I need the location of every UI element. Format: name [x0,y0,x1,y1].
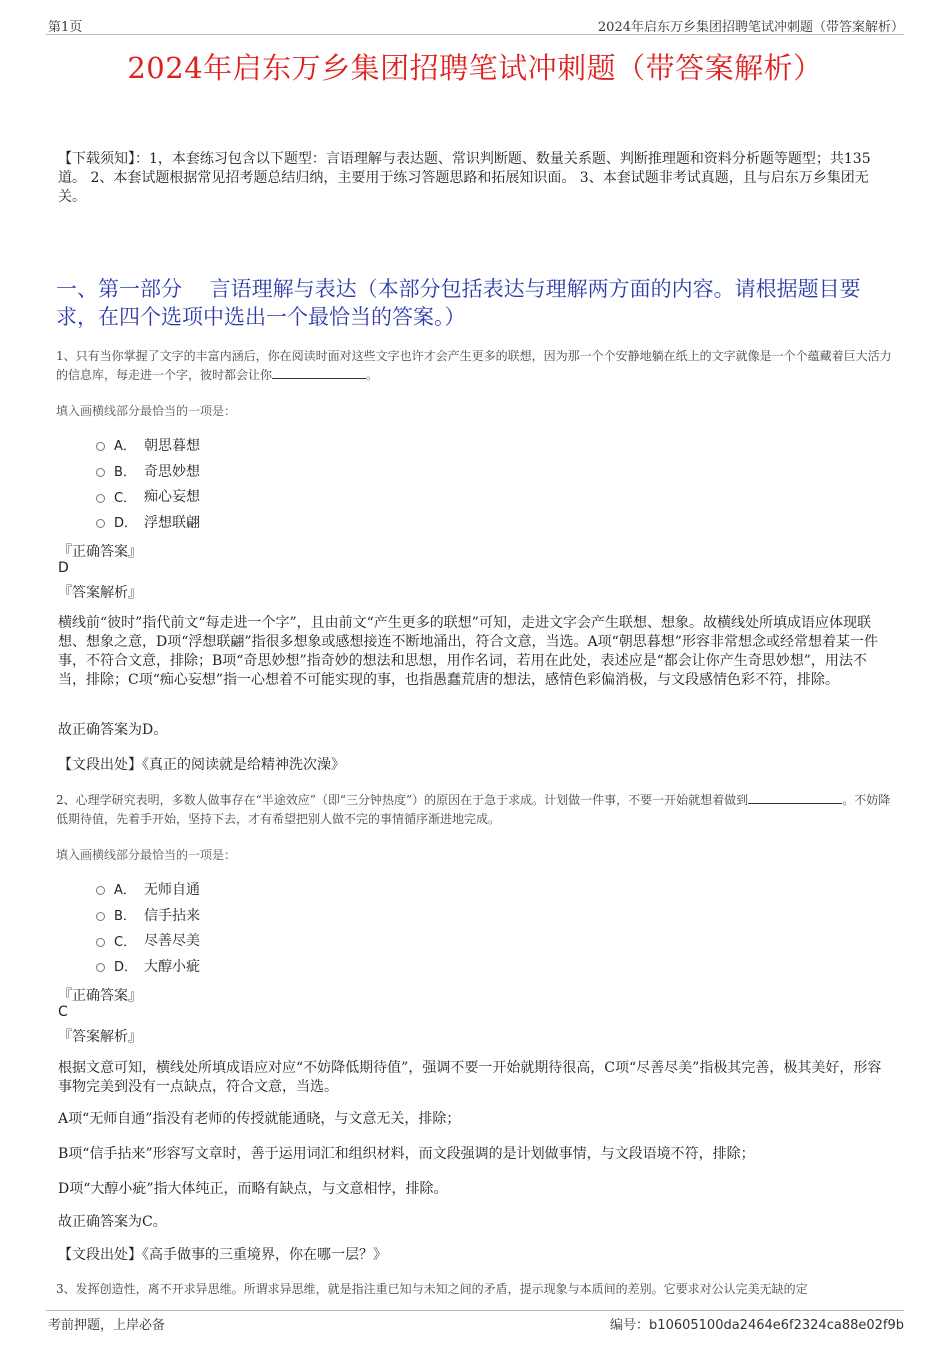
question-stem-text: 1、只有当你掌握了文字的丰富内涵后，你在阅读时面对这些文字也许才会产生更多的联想，因为那一个个安静地躺在纸上的文字就像是一个个蕴藏着巨大活力的信息库，每走进一个字，彼时都会让你 [56,349,892,382]
option-b[interactable] [96,902,200,928]
footer-code-value: b10605100da2464e6f2324ca88e02f9b [649,1318,904,1333]
option-letter: B． [114,909,136,925]
footer-code [610,1314,904,1333]
analysis-paragraph: 根据文意可知，横线处所填成语应对应“不妨降低期待值”，强调不要一开始就期待很高，C项“尽善尽美”指极其完善，极其美好，形容事物完美到没有一点缺点，符合文意，当选。 [58,1060,882,1095]
analysis-option-b: B项“信手拈来”形容写文章时，善于运用词汇和组织材料，而文段强调的是计划做事情，与文段语境不符，排除； [58,1146,755,1162]
footer-code-label: 编号： [610,1318,650,1333]
radio-icon[interactable] [96,494,105,503]
question-stem-end: 。 [366,368,379,382]
download-notice: 【下载须知】：1，本套练习包含以下题型：言语理解与表达题、常识判断题、数量关系题、判断推理题和资料分析题等题型；共135道。 2、本套试题根据常见招考题总结归纳，主要用于练习答题思路和拓展知识面。 3、本套试题非考试真题，且与启东万乡集团无关。 [58,151,871,205]
analysis-label: 『答案解析』 [58,585,142,601]
option-letter: A． [114,439,136,455]
radio-icon[interactable] [96,912,105,921]
footer-slogan: 考前押题，上岸必备 [48,1318,166,1333]
option-letter: C． [114,934,137,950]
analysis-conclusion: 故正确答案为D。 [58,722,168,738]
option-text: 大醇小疵 [144,958,200,975]
header-divider [46,34,904,35]
analysis-option-d: D项“大醇小疵”指大体纯正，而略有缺点，与文意相悖，排除。 [58,1181,448,1197]
source-citation: 【文段出处】《真正的阅读就是给精神洗次澡》 [58,757,345,773]
option-d[interactable] [96,509,200,535]
radio-icon[interactable] [96,468,105,477]
question-3-stem: 3、发挥创造性，离不开求异思维。所谓求异思维，就是指注重已知与未知之间的矛盾，提示现象与本质间的差别。它要求对公认完美无缺的定 [56,1282,808,1296]
document-title: 2024年启东万乡集团招聘笔试冲刺题（带答案解析） [127,51,823,85]
answer-label: 『正确答案』 [58,544,142,560]
answer-label: 『正确答案』 [58,988,142,1004]
question-stem-end: 。不妨降低期待值，先着手开始，坚持下去，才有希望把别人做不完的事情循序渐进地完成。 [56,793,891,826]
option-c[interactable] [96,483,200,509]
question-2-options [96,876,200,979]
header-page-number: 第1页 [48,20,83,35]
option-a[interactable] [96,876,200,902]
question-stem-text: 2、心理学研究表明，多数人做事存在“半途效应”（即“三分钟热度”）的原因在于急于求成。计划做一件事，不要一开始就想着做到 [56,793,749,807]
option-a[interactable] [96,432,200,458]
fill-prompt: 填入画横线部分最恰当的一项是： [56,404,237,418]
header-doc-title: 2024年启东万乡集团招聘笔试冲刺题（带答案解析） [597,20,904,35]
option-text: 奇思妙想 [144,463,200,480]
option-c[interactable] [96,927,200,953]
analysis-paragraph: 横线前“彼时”指代前文“每走进一个字”，且由前文“产生更多的联想”可知，走进文字会产生联想、想象。故横线处所填成语应体现联想、想象之意，D项“浮想联翩”指很多想象或感想接连不断地涌出，符合文意，当选。A项“朝思暮想”形容非常想念或经常想着某一件事，不符合文意，排除；B项“奇思妙想”指奇妙的想法和思想，用作名词，若用在此处，表述应是“都会让你产生奇思妙想”，用法不当，排除；C项“痴心妄想”指一心想着不可能实现的事，也指愚蠢荒唐的想法，感情色彩偏消极，与文段感情色彩不符，排除。 [58,615,878,688]
option-b[interactable] [96,458,200,484]
radio-icon[interactable] [96,963,105,972]
question-1-options [96,432,200,535]
option-letter: B． [114,465,136,481]
footer-divider [46,1310,904,1311]
answer-blank [272,366,366,379]
source-citation: 【文段出处】《高手做事的三重境界，你在哪一层？》 [58,1247,387,1263]
option-text: 无师自通 [144,881,200,898]
option-text: 尽善尽美 [144,933,200,950]
analysis-conclusion: 故正确答案为C。 [58,1214,167,1230]
question-2-stem [56,791,898,829]
option-letter: D． [114,516,138,532]
option-letter: A． [114,883,136,899]
option-text: 痴心妄想 [144,489,200,506]
option-text: 朝思暮想 [144,437,200,454]
radio-icon[interactable] [96,938,105,947]
radio-icon[interactable] [96,886,105,895]
radio-icon[interactable] [96,519,105,528]
option-text: 浮想联翩 [144,514,200,531]
analysis-option-a: A项“无师自通”指没有老师的传授就能通晓，与文意无关，排除； [58,1111,461,1127]
question-1-stem [56,347,898,385]
option-text: 信手拈来 [144,907,200,924]
option-d[interactable] [96,953,200,979]
fill-prompt: 填入画横线部分最恰当的一项是： [56,848,237,862]
section-title: 一、第一部分 言语理解与表达（本部分包括表达与理解两方面的内容。请根据题目要求，在四个选项中选出一个最恰当的答案。） [56,277,861,329]
radio-icon[interactable] [96,442,105,451]
correct-answer: D [58,560,69,576]
option-letter: C． [114,490,137,506]
analysis-label: 『答案解析』 [58,1029,142,1045]
correct-answer: C [58,1004,68,1020]
answer-blank [748,791,842,804]
option-letter: D． [114,960,138,976]
